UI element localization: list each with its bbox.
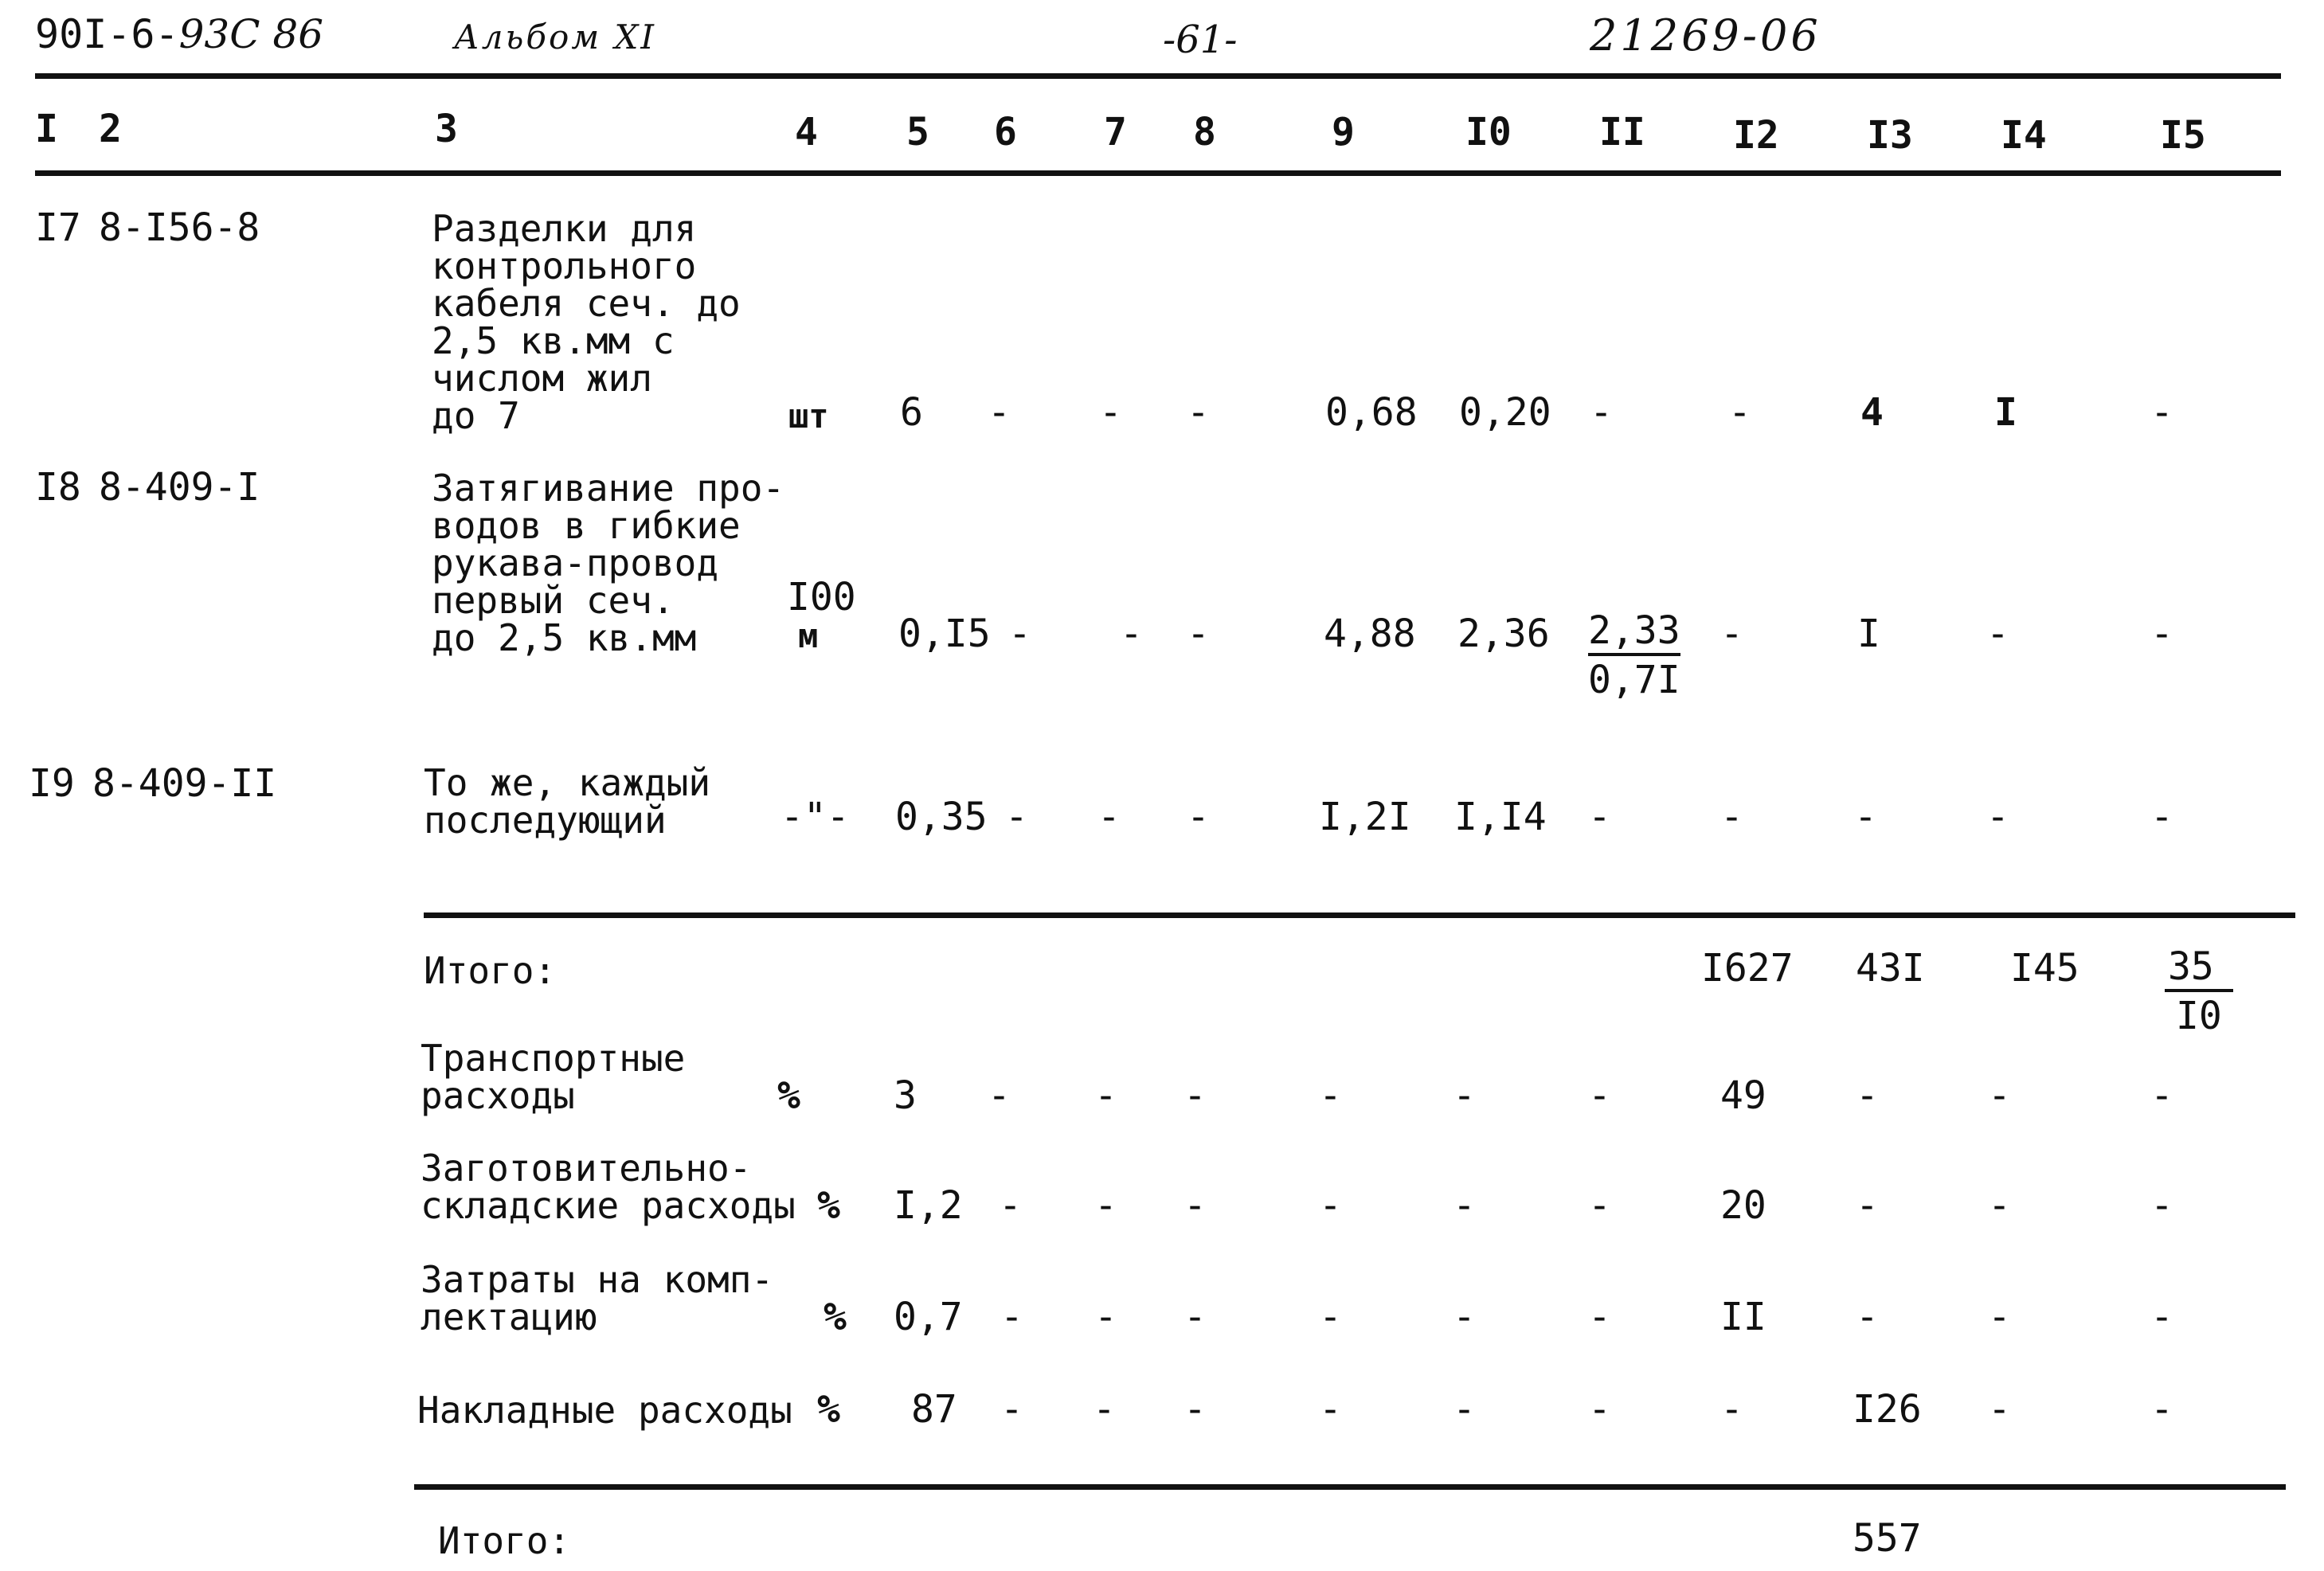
surcharge-col13: -: [1856, 1183, 1879, 1228]
column-header: 7: [1104, 110, 1127, 154]
surcharge-col14: -: [1988, 1073, 2011, 1118]
row-col8: -: [1187, 795, 1210, 839]
column-header: 9: [1332, 110, 1355, 154]
surcharge-dash: -: [988, 1073, 1011, 1118]
row-col7: -: [1097, 795, 1121, 839]
row-col10: I,I4: [1454, 795, 1547, 839]
surcharge-dash: -: [1319, 1183, 1342, 1228]
surcharge-dash: -: [1094, 1183, 1117, 1228]
row-description: Разделки для контрольного кабеля сеч. до 2,5 кв.мм с числом жил до 7: [432, 207, 741, 437]
column-header: I0: [1465, 110, 1512, 154]
row-col9: 4,88: [1324, 612, 1416, 656]
column-header: 4: [795, 110, 818, 154]
surcharge-unit: %: [817, 1183, 840, 1228]
page-number: -61-: [1163, 18, 1238, 62]
surcharge-dash: -: [1000, 1387, 1023, 1432]
row-number: I9: [29, 761, 75, 806]
surcharge-col13: I26: [1853, 1387, 1922, 1432]
column-header-rule: [35, 170, 2281, 176]
row-unit: -"-: [781, 795, 850, 839]
document-code-handwritten: 93С 86: [178, 11, 324, 57]
column-header: 8: [1193, 110, 1216, 154]
archive-number: 21269-06: [1590, 10, 1821, 61]
row-col12: -: [1720, 612, 1743, 656]
column-header: 2: [99, 107, 122, 151]
row-unit-multiplier: I00: [787, 575, 856, 619]
row-col11-fraction: [1588, 608, 1680, 702]
row-col13: 4: [1860, 390, 1884, 435]
row-unit: шт: [788, 397, 829, 436]
column-header: I: [35, 107, 58, 151]
surcharge-dash: -: [1453, 1183, 1476, 1228]
row-col9: I,2I: [1319, 795, 1411, 839]
surcharge-label: Заготовительно- складские расходы: [421, 1147, 796, 1227]
subtotal-col15-fraction: [2165, 944, 2233, 1038]
surcharge-col15: -: [2150, 1073, 2173, 1118]
surcharge-dash: -: [1588, 1073, 1611, 1118]
column-header: I2: [1733, 113, 1779, 158]
row-col9: 0,68: [1325, 390, 1418, 435]
column-header: I3: [1867, 113, 1913, 158]
fraction-denominator: 0,7I: [1588, 658, 1680, 702]
row-col13: -: [1854, 795, 1877, 839]
surcharge-col13: -: [1856, 1295, 1879, 1339]
document-code-print: 90I-6-: [35, 11, 179, 57]
subtotal-col14: I45: [2010, 946, 2079, 991]
row-col7: -: [1099, 390, 1122, 435]
surcharge-dash: -: [1184, 1073, 1207, 1118]
surcharge-rate: 3: [894, 1073, 917, 1118]
surcharge-col12: II: [1720, 1295, 1766, 1339]
surcharge-col13: -: [1856, 1073, 1879, 1118]
surcharge-dash: -: [1000, 1295, 1023, 1339]
surcharge-col14: -: [1988, 1295, 2011, 1339]
row-number: I8: [35, 465, 81, 510]
row-col10: 2,36: [1457, 612, 1550, 656]
row-col6: -: [1008, 612, 1031, 656]
album-label: Альбом XI: [454, 18, 657, 57]
subtotal-col12: I627: [1701, 946, 1794, 991]
surcharge-dash: -: [1588, 1295, 1611, 1339]
surcharge-dash: -: [1184, 1387, 1207, 1432]
surcharge-unit: %: [817, 1387, 840, 1432]
row-col12: -: [1728, 390, 1751, 435]
row-col15: -: [2150, 612, 2173, 656]
surcharge-unit: %: [824, 1295, 847, 1339]
row-quantity: 6: [900, 390, 923, 435]
row-code: 8-I56-8: [99, 205, 260, 250]
surcharge-col12: 49: [1720, 1073, 1766, 1118]
row-col15: -: [2150, 390, 2173, 435]
total-col13: 557: [1853, 1516, 1922, 1561]
row-col14: -: [1986, 795, 2009, 839]
surcharge-rate: I,2: [894, 1183, 963, 1228]
subtotal-rule: [424, 913, 2295, 918]
column-header: 5: [906, 110, 929, 154]
surcharge-dash: -: [1094, 1073, 1117, 1118]
row-col11: -: [1588, 795, 1611, 839]
total-label: Итого:: [438, 1519, 571, 1562]
column-header: I4: [2001, 113, 2047, 158]
row-col8: -: [1187, 390, 1210, 435]
row-quantity: 0,I5: [898, 612, 991, 656]
surcharge-rate: 87: [911, 1387, 957, 1432]
column-header: II: [1599, 110, 1645, 154]
surcharge-dash: -: [1319, 1387, 1342, 1432]
fraction-numerator: 35: [2165, 948, 2233, 992]
surcharge-dash: -: [1319, 1295, 1342, 1339]
surcharge-col15: -: [2150, 1387, 2173, 1432]
column-header: 6: [994, 110, 1017, 154]
surcharge-col12: 20: [1720, 1183, 1766, 1228]
fraction-numerator: 2,33: [1588, 612, 1680, 656]
surcharge-col14: -: [1988, 1183, 2011, 1228]
surcharge-dash: -: [999, 1183, 1022, 1228]
surcharge-rate: 0,7: [894, 1295, 963, 1339]
row-col13: I: [1857, 612, 1880, 656]
row-code: 8-409-I: [99, 465, 260, 510]
surcharge-dash: -: [1453, 1295, 1476, 1339]
row-col14: -: [1986, 612, 2009, 656]
row-unit: м: [798, 616, 819, 655]
row-number: I7: [35, 205, 81, 250]
row-col6: -: [1005, 795, 1028, 839]
row-description: Затягивание про- водов в гибкие рукава-провод первый сеч. до 2,5 кв.мм: [432, 467, 785, 659]
row-col8: -: [1187, 612, 1210, 656]
surcharge-label: Транспортные расходы: [421, 1037, 686, 1117]
surcharge-dash: -: [1094, 1295, 1117, 1339]
column-header: 3: [435, 107, 458, 151]
surcharge-col14: -: [1988, 1387, 2011, 1432]
row-col12: -: [1720, 795, 1743, 839]
row-quantity: 0,35: [895, 795, 988, 839]
row-col10: 0,20: [1459, 390, 1551, 435]
surcharge-dash: -: [1453, 1387, 1476, 1432]
surcharge-dash: -: [1184, 1295, 1207, 1339]
row-col7: -: [1120, 612, 1143, 656]
total-rule: [414, 1484, 2286, 1490]
surcharge-unit: %: [777, 1073, 800, 1118]
surcharge-label: Затраты на комп- лектацию: [421, 1258, 774, 1338]
header-rule: [35, 73, 2281, 79]
subtotal-label: Итого:: [424, 949, 557, 992]
surcharge-dash: -: [1588, 1183, 1611, 1228]
row-code: 8-409-II: [92, 761, 277, 806]
surcharge-col15: -: [2150, 1295, 2173, 1339]
row-col11: -: [1590, 390, 1613, 435]
surcharge-dash: -: [1184, 1183, 1207, 1228]
document-code: [35, 11, 324, 57]
surcharge-dash: -: [1588, 1387, 1611, 1432]
surcharge-dash: -: [1453, 1073, 1476, 1118]
column-header: I5: [2160, 113, 2206, 158]
fraction-denominator: I0: [2176, 994, 2222, 1038]
row-description: То же, каждый последующий: [424, 761, 711, 842]
surcharge-col12: -: [1720, 1387, 1743, 1432]
surcharge-dash: -: [1319, 1073, 1342, 1118]
row-col15: -: [2150, 795, 2173, 839]
surcharge-label: Накладные расходы: [417, 1389, 792, 1432]
surcharge-col15: -: [2150, 1183, 2173, 1228]
row-col6: -: [988, 390, 1011, 435]
surcharge-dash: -: [1093, 1387, 1116, 1432]
row-col14: I: [1994, 390, 2017, 435]
subtotal-col13: 43I: [1856, 946, 1925, 991]
